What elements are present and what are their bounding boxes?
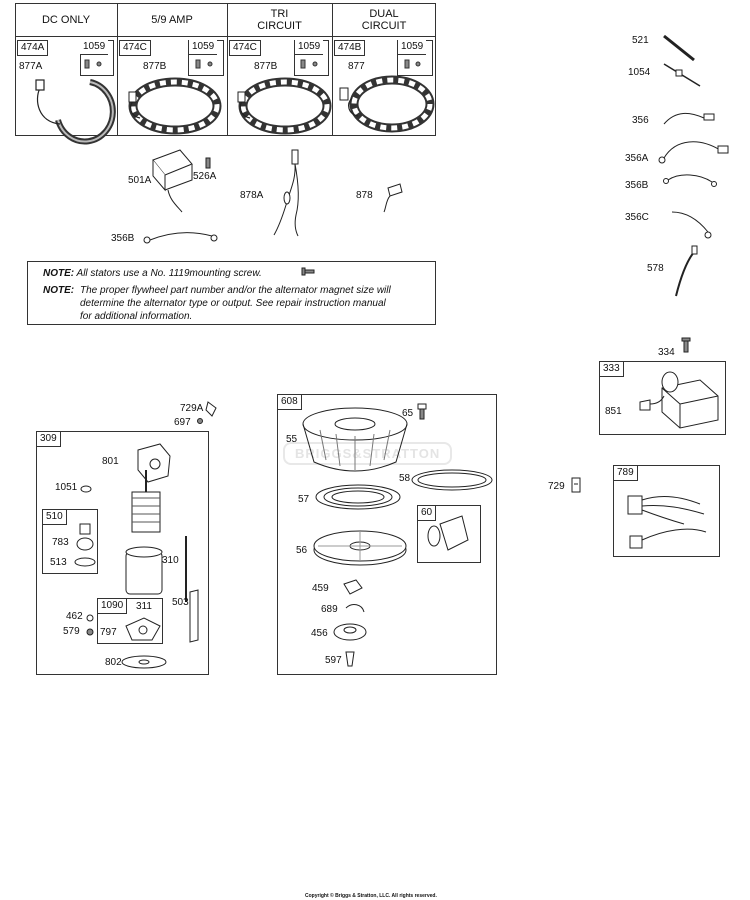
part-label-356A: 356A	[625, 153, 649, 164]
part-label-578: 578	[647, 263, 664, 274]
part-label-356B: 356B	[625, 180, 649, 191]
stator-header-dc-only: DC ONLY	[41, 14, 91, 26]
part-label-689: 689	[321, 604, 338, 615]
stator-part-label: 877B	[254, 61, 278, 72]
note-2-line3: for additional information.	[80, 311, 193, 322]
recoil-tag: 608	[277, 394, 302, 410]
stator-header-tri-circuit: TRI CIRCUIT	[257, 8, 302, 32]
part-label-310: 310	[162, 555, 179, 566]
part-label-697: 697	[174, 417, 191, 428]
part-label-462: 462	[66, 611, 83, 622]
part-label-65: 65	[402, 408, 414, 419]
stator-part-label: 877	[348, 61, 365, 72]
starter-tag: 309	[36, 431, 61, 447]
note-2-label: NOTE:	[43, 285, 75, 296]
handle-tag: 60	[417, 505, 436, 521]
part-label-58: 58	[399, 473, 411, 484]
part-label-311: 311	[136, 601, 152, 612]
part-label-878: 878	[356, 190, 373, 201]
part-label-729: 729	[548, 481, 565, 492]
part-label-1051: 1051	[55, 482, 78, 493]
stator-kit-tag: 474B	[334, 40, 365, 56]
armature-tag: 333	[599, 361, 624, 377]
part-label-356C: 356C	[625, 212, 649, 223]
note-2-line2: determine the alternator type or output. See repair instruction manual	[80, 298, 386, 309]
brush-tag: 1090	[97, 598, 127, 614]
stator-header-dual-circuit: DUAL CIRCUIT	[361, 8, 407, 32]
note-1-text: All stators use a No. 1119mounting screw.	[76, 268, 262, 279]
part-label-1054: 1054	[628, 67, 651, 78]
part-label-526A: 526A	[193, 171, 217, 182]
part-label-503: 503	[172, 597, 189, 608]
part-label-513: 513	[50, 557, 67, 568]
part-label-521: 521	[632, 35, 649, 46]
stator-kit-tag: 474C	[119, 40, 151, 56]
watermark: BRIGGS&STRATTON	[283, 442, 452, 465]
part-label-797: 797	[100, 627, 117, 638]
part-label-459: 459	[312, 583, 329, 594]
screw-tag: 1059	[398, 40, 426, 55]
gear-tag: 510	[42, 509, 67, 525]
screw-tag: 1059	[80, 40, 108, 55]
part-label-57: 57	[298, 494, 310, 505]
part-label-802: 802	[105, 657, 122, 668]
screw-tag: 1059	[189, 40, 217, 55]
part-label-356B-left: 356B	[111, 233, 135, 244]
part-label-801: 801	[102, 456, 119, 467]
part-label-851: 851	[605, 406, 622, 417]
part-label-878A: 878A	[240, 190, 264, 201]
note-1-label: NOTE:	[43, 268, 75, 279]
harness-tag: 789	[613, 465, 638, 481]
part-label-783: 783	[52, 537, 69, 548]
part-label-55: 55	[286, 434, 298, 445]
stator-kit-tag: 474A	[17, 40, 48, 56]
part-label-501A: 501A	[128, 175, 152, 186]
stator-part-label: 877A	[19, 61, 43, 72]
part-label-729A: 729A	[180, 403, 204, 414]
part-label-456: 456	[311, 628, 328, 639]
part-label-334: 334	[658, 347, 675, 358]
copyright: Copyright © Briggs & Stratton, LLC. All rights reserved.	[305, 893, 437, 899]
part-label-356: 356	[632, 115, 649, 126]
part-label-56: 56	[296, 545, 308, 556]
stator-part-label: 877B	[143, 61, 167, 72]
screw-tag: 1059	[295, 40, 323, 55]
stator-header-5-9-amp: 5/9 AMP	[151, 14, 193, 26]
part-label-579: 579	[63, 626, 80, 637]
note-2-line1: The proper flywheel part number and/or the alternator magnet size will	[80, 285, 391, 296]
stator-kit-tag: 474C	[229, 40, 261, 56]
part-label-597: 597	[325, 655, 342, 666]
